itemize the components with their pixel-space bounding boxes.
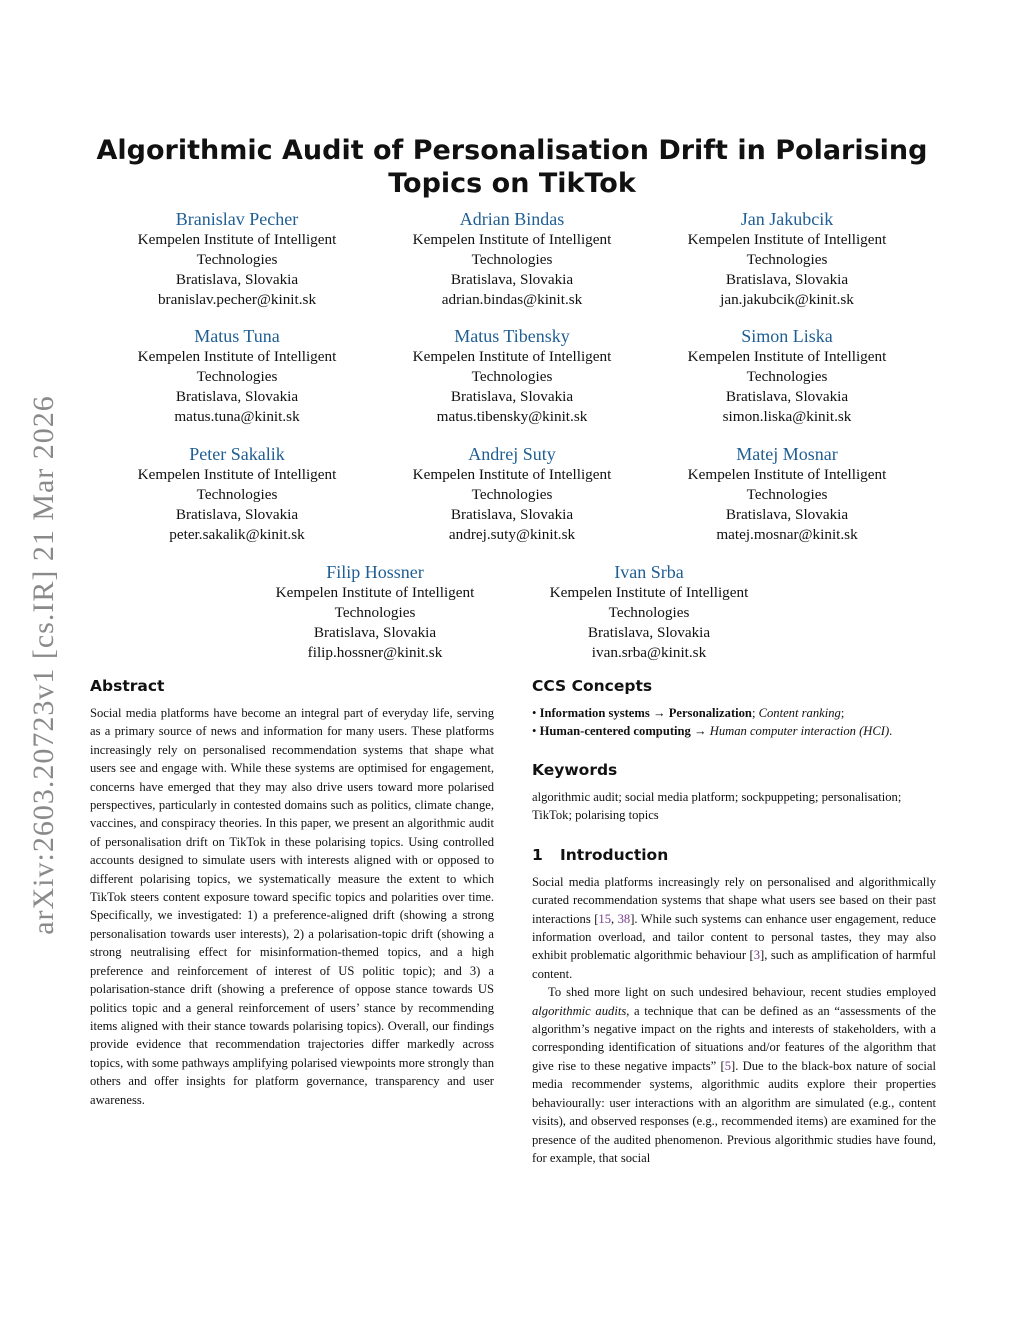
ccs-sub: Human computer interaction (HCI) (709, 724, 890, 738)
citation-link[interactable]: 3 (753, 948, 761, 963)
author-affiliation: Technologies (608, 604, 690, 621)
author-affiliation: Technologies (471, 251, 553, 268)
citation-link[interactable]: 5 (724, 1058, 731, 1073)
intro-paragraph-1: Social media platforms increasingly rely on personalised and algorithmically curated recommendation systems that shape what users see based on their past interactions [15, 38]. While such systems can enhance user engagement, reduce information overload, and tailor content to personal tastes, they may also exhibit problematic algorithmic behaviour [3], such as amplification of harmful content. (532, 874, 936, 981)
author-location: Bratislava, Slovakia (725, 506, 849, 523)
author-name: Peter Sakalik (189, 444, 285, 464)
right-column (532, 676, 936, 1167)
introduction-section (532, 845, 936, 1168)
author-card (377, 443, 647, 545)
keywords-text: algorithmic audit; social media platform; sockpuppeting; personalisation; TikTok; polarising topics (532, 790, 902, 823)
arxiv-id: arXiv:2603.20723v1 [cs.IR] 21 Mar 2026 (27, 395, 60, 935)
citation-link[interactable]: 38 (617, 911, 631, 926)
author-card (102, 325, 372, 427)
citation-link[interactable]: 15 (598, 911, 611, 926)
author-email[interactable]: branislav.pecher@kinit.sk (157, 291, 317, 308)
author-card (377, 208, 647, 310)
author-card (377, 325, 647, 427)
author-affiliation: Kempelen Institute of Intelligent (687, 348, 887, 365)
author-name: Andrej Suty (468, 444, 556, 464)
author-affiliation: Kempelen Institute of Intelligent (137, 231, 337, 248)
author-name: Simon Liska (741, 326, 833, 346)
author-card (652, 208, 922, 310)
author-affiliation: Kempelen Institute of Intelligent (549, 584, 749, 601)
author-location: Bratislava, Slovakia (587, 624, 711, 641)
author-card (652, 443, 922, 545)
author-card (240, 561, 510, 663)
paper-title: Algorithmic Audit of Personalisation Drift in Polarising Topics on TikTok (96, 135, 928, 199)
author-location: Bratislava, Slovakia (175, 271, 299, 288)
author-affiliation: Technologies (746, 486, 828, 503)
author-affiliation: Technologies (471, 486, 553, 503)
author-location: Bratislava, Slovakia (450, 271, 574, 288)
ccs-heading: CCS Concepts (532, 677, 653, 695)
author-name: Filip Hossner (326, 562, 424, 582)
author-email[interactable]: matus.tibensky@kinit.sk (436, 408, 588, 425)
abstract-text: Social media platforms have become an integral part of everyday life, serving as a primary source of news and information for many users. These platforms increasingly rely on personalised recommendation systems that shape what users see and engage with. While these systems are optimised for engagement, concerns have emerged that they may also drive users toward more polarised perspectives, particularly in contested domains such as politics, climate change, vaccines, and conspiracy theories. In this paper, we present an algorithmic audit of personalisation drift on TikTok in these polarising topics. Using controlled accounts designed to simulate users with interests aligned with or opposed to different polarising topics, we systematically measure the extent to which TikTok steers content exposure toward specific topics and polarities over time. Specifically, we investigated: 1) a preference-aligned drift (showing a strong personalisation towards user interests), 2) a polarisation-topic drift (showing a strong neutralising effect for misinformation-themed topics, and a high preference and reinforcement of interest of US politic topic); and 3) a polarisation-stance drift (showing a preference of oppose stance towards US politics topic and a general reinforcement of users’ stance by recommending items aligned with their stance towards polarising topics). Overall, our findings provide evidence that recommendation trajectories differ markedly across topics, with some pathways amplifying polarised viewpoints more strongly than others and offer insights for platform governance, transparency and user awareness. (90, 706, 494, 1107)
author-location: Bratislava, Slovakia (450, 506, 574, 523)
author-affiliation: Technologies (746, 251, 828, 268)
author-affiliation: Kempelen Institute of Intelligent (137, 466, 337, 483)
author-email[interactable]: jan.jakubcik@kinit.sk (720, 291, 854, 308)
author-affiliation: Technologies (196, 486, 278, 503)
author-affiliation: Technologies (746, 368, 828, 385)
author-affiliation: Kempelen Institute of Intelligent (412, 466, 612, 483)
author-affiliation: Kempelen Institute of Intelligent (275, 584, 475, 601)
author-name: Matus Tuna (194, 326, 280, 346)
author-card (514, 561, 784, 663)
author-card (102, 443, 372, 545)
author-email[interactable]: matej.mosnar@kinit.sk (716, 526, 858, 543)
arxiv-stamp (14, 375, 74, 955)
author-email[interactable]: peter.sakalik@kinit.sk (169, 526, 305, 543)
author-email[interactable]: filip.hossner@kinit.sk (307, 644, 443, 661)
ccs-sub: Content ranking (758, 706, 841, 720)
author-affiliation: Technologies (196, 251, 278, 268)
author-name: Ivan Srba (614, 562, 684, 582)
author-affiliation: Technologies (471, 368, 553, 385)
intro-paragraph-2: To shed more light on such undesired behaviour, recent studies employed algorithmic audits, a technique that can be defined as an “assessments of the algorithm’s negative impact on the rights and interests of stakeholders, with a corresponding identification of situations and/or features of the algorithm that give rise to these negative impacts” [5]. Due to the black-box nature of social media recommender systems, algorithmic audits explore their properties behaviourally: user interactions with an algorithm are simulated (e.g., content visits), and observed responses (e.g., recommended items) are examined for the presence of the audited phenomenon. Previous algorithmic studies have found, for example, that social (532, 985, 936, 1165)
author-affiliation: Kempelen Institute of Intelligent (412, 231, 612, 248)
author-location: Bratislava, Slovakia (175, 388, 299, 405)
author-affiliation: Kempelen Institute of Intelligent (137, 348, 337, 365)
author-location: Bratislava, Slovakia (313, 624, 437, 641)
ccs-concept: Personalization (668, 706, 752, 720)
author-email[interactable]: ivan.srba@kinit.sk (591, 644, 707, 661)
author-card (102, 208, 372, 310)
left-column (90, 676, 494, 1109)
ccs-section (532, 676, 936, 740)
author-email[interactable]: adrian.bindas@kinit.sk (441, 291, 583, 308)
author-name: Jan Jakubcik (740, 209, 834, 229)
introduction-heading: 1 Introduction (532, 845, 669, 864)
author-location: Bratislava, Slovakia (175, 506, 299, 523)
author-name: Matej Mosnar (736, 444, 838, 464)
author-affiliation: Technologies (334, 604, 416, 621)
author-email[interactable]: andrej.suty@kinit.sk (448, 526, 576, 543)
author-location: Bratislava, Slovakia (450, 388, 574, 405)
author-affiliation: Kempelen Institute of Intelligent (687, 231, 887, 248)
author-affiliation: Kempelen Institute of Intelligent (687, 466, 887, 483)
author-name: Adrian Bindas (459, 209, 565, 229)
ccs-line-1: • Information systems → Personalization; Content ranking; (532, 706, 845, 720)
author-affiliation: Kempelen Institute of Intelligent (412, 348, 612, 365)
author-email[interactable]: simon.liska@kinit.sk (722, 408, 852, 425)
author-affiliation: Technologies (196, 368, 278, 385)
author-location: Bratislava, Slovakia (725, 271, 849, 288)
ccs-line-2: • Human-centered computing → Human computer interaction (HCI). (532, 724, 893, 738)
author-location: Bratislava, Slovakia (725, 388, 849, 405)
author-name: Matus Tibensky (454, 326, 570, 346)
ccs-category: Human-centered computing (539, 724, 691, 738)
keywords-section (532, 760, 936, 825)
ccs-category: Information systems (539, 706, 650, 720)
author-card (652, 325, 922, 427)
author-name: Branislav Pecher (175, 209, 299, 229)
abstract-heading: Abstract (90, 677, 165, 695)
keywords-heading: Keywords (532, 761, 618, 779)
author-email[interactable]: matus.tuna@kinit.sk (174, 408, 300, 425)
